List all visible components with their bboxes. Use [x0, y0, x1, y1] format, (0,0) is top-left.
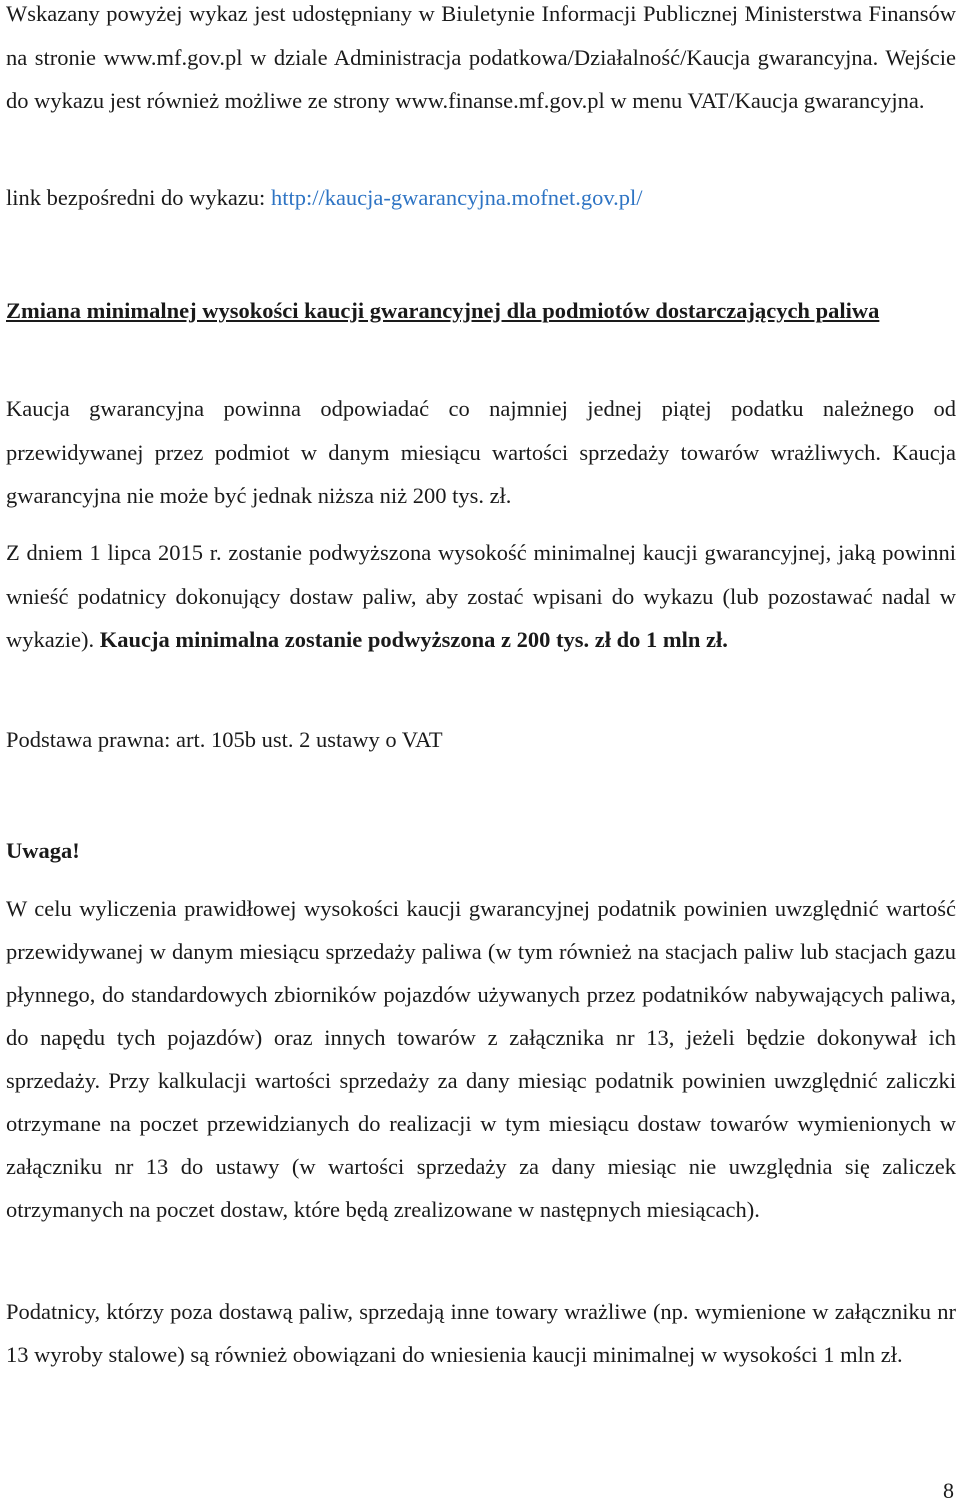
registry-link[interactable]: http://kaucja-gwarancyjna.mofnet.gov.pl/: [270, 185, 643, 210]
increase-text: Z dniem 1 lipca 2015 r. zostanie podwyższona wysokość minimalnej kaucji gwarancyjnej, jaką powinni wnieść podatnicy dokonujący dostaw paliw, aby zostać wpisani do wykazu (lub pozostawać nadal w wykazie).: [6, 540, 956, 652]
increase-paragraph: [6, 531, 956, 662]
deposit-paragraph: Kaucja gwarancyjna powinna odpowiadać co najmniej jednej piątej podatku należnego od przewidywanej przez podmiot w danym miesiącu wartości sprzedaży towarów wrażliwych. Kaucja gwarancyjna nie może być jednak niższa niż 200 tys. zł.: [6, 396, 956, 508]
increase-bold-text: Kaucja minimalna zostanie podwyższona z 200 tys. zł do 1 mln zł.: [99, 627, 728, 652]
direct-link-label: link bezpośredni do wykazu:: [6, 185, 271, 210]
section-heading: Zmiana minimalnej wysokości kaucji gwarancyjnej dla podmiotów dostarczających paliwa: [6, 298, 880, 323]
direct-link-line: [6, 176, 956, 220]
note-title: Uwaga!: [6, 838, 80, 863]
note-paragraph: W celu wyliczenia prawidłowej wysokości kaucji gwarancyjnej podatnik powinien uwzględnić wartość przewidywanej w danym miesiącu sprzedaży paliwa (w tym również na stacjach paliw lub stacjach gazu płynnego, do standardowych zbiorników pojazdów używanych przez podatników nabywających paliwa, do napędu tych pojazdów) oraz innych towarów z załącznika nr 13, jeżeli będzie dokonywał ich sprzedaży. Przy kalkulacji wartości sprzedaży za dany miesiąc podatnik powinien uwzględnić zaliczki otrzymane na poczet przewidzianych do realizacji w tym miesiącu dostaw towarów wymienionych w załączniku nr 13 do ustawy (w wartości sprzedaży za dany miesiąc nie uwzględnia się zaliczek otrzymanych na poczet dostaw, które będą zrealizowane w następnych miesiącach).: [6, 896, 956, 1222]
sensitive-goods-paragraph: Podatnicy, którzy poza dostawą paliw, sprzedają inne towary wrażliwe (np. wymienione w załączniku nr 13 wyroby stalowe) są również obowiązani do wniesienia kaucji minimalnej w wysokości 1 mln zł.: [6, 1299, 956, 1367]
intro-paragraph: [6, 0, 956, 123]
legal-basis: Podstawa prawna: art. 105b ust. 2 ustawy o VAT: [6, 727, 443, 752]
intro-text: Wskazany powyżej wykaz jest udostępniany w Biuletynie Informacji Publicznej Ministerstwa Finansów na stronie www.mf.gov.pl w dziale Administracja podatkowa/Działalność/Kaucja gwarancyjna. Wejście do wykazu jest również możliwe ze strony www.finanse.mf.gov.pl w menu VAT/Kaucja gwarancyjna.: [6, 1, 956, 113]
page-number: 8: [943, 1478, 954, 1503]
